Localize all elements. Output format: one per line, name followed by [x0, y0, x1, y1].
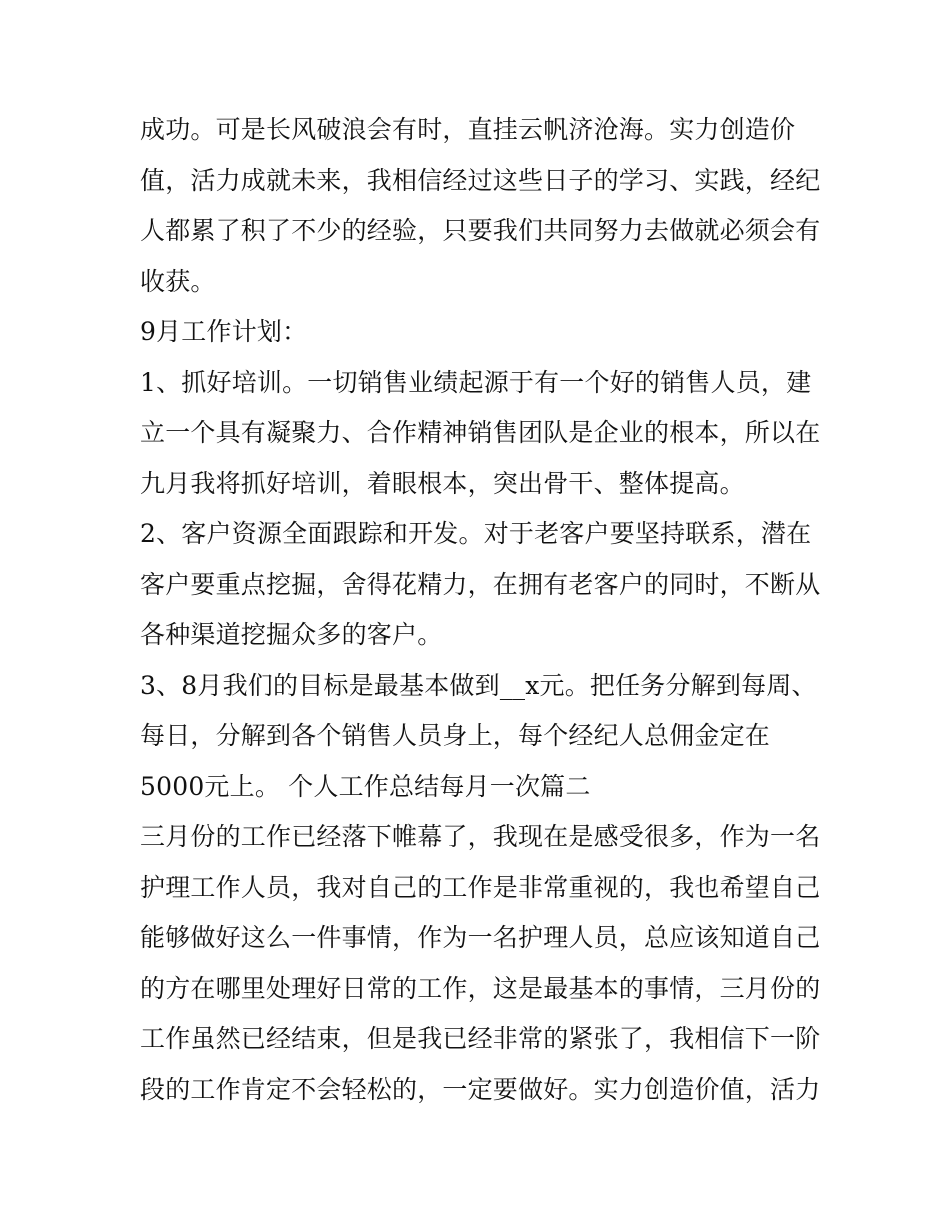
text-line: 九月我将抓好培训，着眼根本，突出骨干、整体提高。: [140, 468, 745, 498]
text-line: 客户要重点挖掘，舍得花精力，在拥有老客户的同时，不断从: [140, 569, 821, 599]
text-line: 能够做好这么一件事情，作为一名护理人员，总应该知道自己: [140, 923, 821, 952]
text-line: 各种渠道挖掘众多的客户。: [140, 620, 443, 649]
text-line: 工作虽然已经结束，但是我已经非常的紧张了，我相信下一阶: [140, 1024, 821, 1053]
body-text: [140, 108, 830, 1118]
text-line: 成功。可是长风破浪会有时，直挂云帆济沧海。实力创造价: [140, 115, 796, 144]
text-line: 人都累了积了不少的经验，只要我们共同努力去做就必须会有: [140, 216, 821, 245]
text-line: 2、客户资源全面跟踪和开发。对于老客户要坚持联系，潜在: [140, 519, 812, 548]
text-line: 三月份的工作已经落下帷幕了，我现在是感受很多，作为一名: [140, 822, 821, 851]
text-line: 段的工作肯定不会轻松的，一定要做好。实力创造价值，活力: [140, 1074, 821, 1104]
section-heading: 9月工作计划：: [140, 317, 308, 346]
text-line: 5000元上。 个人工作总结每月一次篇二: [140, 771, 591, 801]
text-line: 1、抓好培训。一切销售业绩起源于有一个好的销售人员，建: [140, 367, 812, 397]
text-line: 护理工作人员，我对自己的工作是非常重视的，我也希望自己: [140, 872, 821, 902]
text-line: 立一个具有凝聚力、合作精神销售团队是企业的根本，所以在: [140, 418, 821, 447]
text-line: 每日，分解到各个销售人员身上，每个经纪人总佣金定在: [140, 721, 771, 750]
text-line: 的方在哪里处理好日常的工作，这是最基本的事情，三月份的: [140, 973, 821, 1003]
text-line: 3、8月我们的目标是最基本做到__x元。把任务分解到每周、: [140, 670, 817, 700]
text-line: 值，活力成就未来，我相信经过这些日子的学习、实践，经纪: [140, 165, 821, 195]
text-line: 收获。: [140, 266, 216, 296]
